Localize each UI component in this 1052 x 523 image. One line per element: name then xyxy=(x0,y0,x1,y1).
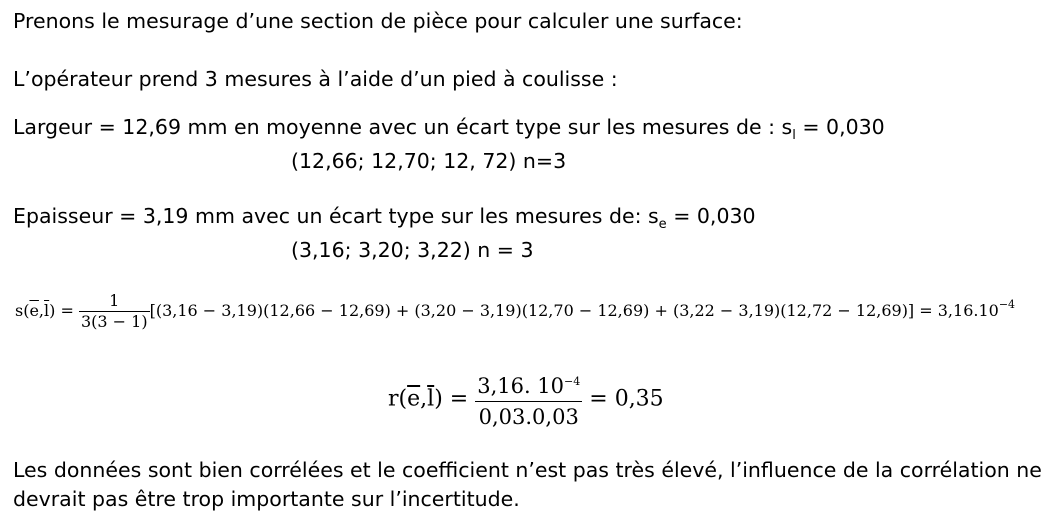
cov-body: [(3,16 − 3,19)(12,66 − 12,69) + (3,20 − 3,19)(12,70 − 12,69) + (3,22 − 3,19)(12,72 − 12,69)] = 3,16.10 xyxy=(149,301,999,320)
corr-l-bar: $\overline{l}$ xyxy=(427,386,435,412)
cov-l-bar: $\overline{l}$ xyxy=(44,301,50,320)
corr-comma: , xyxy=(420,386,428,412)
corr-frac-num xyxy=(475,367,582,402)
cov-s: s( xyxy=(15,301,30,320)
epaisseur-text: Epaisseur = 3,19 mm avec un écart type sur les mesures de: s xyxy=(13,204,659,228)
largeur-subscript: l xyxy=(792,128,796,143)
cov-frac-den: 3(3 − 1) xyxy=(80,312,148,331)
intro-text: Prenons le mesurage d’une section de pièce pour calculer une surface: xyxy=(13,9,743,33)
corr-r: r( xyxy=(388,386,408,412)
largeur-detail: (12,66; 12,70; 12, 72) n=3 xyxy=(291,149,567,173)
conclusion-line2: devrait pas être trop importante sur l’incertitude. xyxy=(13,487,520,511)
epaisseur-detail: (3,16; 3,20; 3,22) n = 3 xyxy=(291,238,534,262)
epaisseur-subscript: e xyxy=(658,217,667,232)
epaisseur-value: = 0,030 xyxy=(666,204,756,228)
cov-frac-num: 1 xyxy=(79,291,150,312)
cov-exponent: −4 xyxy=(998,298,1016,311)
corr-close-eq: ) = xyxy=(434,386,469,412)
corr-fraction xyxy=(475,367,582,432)
cov-comma: , xyxy=(38,301,45,320)
corr-num-exp: −4 xyxy=(564,375,581,388)
corr-frac-den: 0,03.0,03 xyxy=(478,405,579,429)
corr-e-bar: $\overline{e}$ xyxy=(407,386,421,412)
operator-text: L’opérateur prend 3 mesures à l’aide d’un pied à coulisse : xyxy=(13,67,618,91)
conclusion-line1: Les données sont bien corrélées et le coefficient n’est pas très élevé, l’influence de la corrélation ne xyxy=(13,458,1042,482)
covariance-formula xyxy=(15,291,1015,332)
correlation-formula xyxy=(388,367,664,432)
largeur-value: = 0,030 xyxy=(795,115,885,139)
largeur-line xyxy=(13,114,885,149)
epaisseur-line xyxy=(13,203,756,238)
largeur-text: Largeur = 12,69 mm en moyenne avec un écart type sur les mesures de : s xyxy=(13,115,793,139)
corr-result: = 0,35 xyxy=(589,386,664,412)
cov-e-bar: $\overline{e}$ xyxy=(29,301,39,320)
cov-fraction xyxy=(79,291,150,332)
cov-close-eq: ) = xyxy=(49,301,74,320)
corr-num-base: 3,16. 10 xyxy=(477,374,565,398)
